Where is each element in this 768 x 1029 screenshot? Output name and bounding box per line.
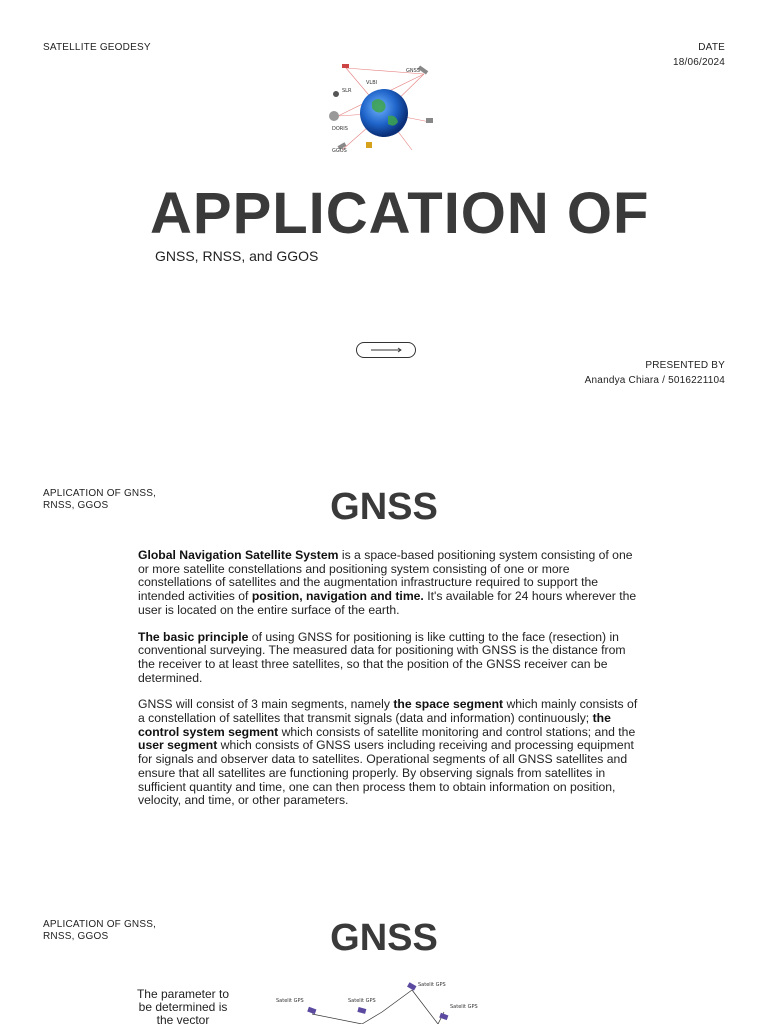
date-block [673, 40, 725, 70]
presenter-name: Anandya Chiara / 5016221104 [584, 375, 725, 386]
arrow-right-icon [357, 343, 415, 357]
emphasis-text: the space segment [393, 697, 504, 712]
presentation-subtitle: GNSS, RNSS, and GGOS [155, 248, 319, 264]
next-arrow-button[interactable] [356, 342, 416, 358]
emphasis-text: Global Navigation Satellite System [138, 548, 339, 562]
presentation-title: APPLICATION OF [150, 181, 650, 246]
body-text: which consists of satellite monitoring and control stations; and the [278, 724, 636, 739]
gnss-description [138, 549, 644, 821]
sat-label: Satelit GPS [276, 998, 304, 1004]
emphasis-text: user segment [138, 738, 218, 753]
body-text: GNSS will consist of 3 main segments, namely [138, 697, 394, 712]
gps-satellite-diagram [262, 978, 532, 1024]
hero-label: SLR [342, 88, 352, 94]
sat-label: Satelit GPS [348, 998, 376, 1004]
presenter-block [585, 358, 725, 388]
paragraph-segments [138, 698, 644, 808]
paragraph-principle [138, 631, 644, 686]
body-text: which consists of GNSS users including receiving and processing equipment for signals and observer data to satellites. Operational segments of all GNSS satellites and ensure that all satellites are functioning properly. By observing signals from satellites in sufficient quantity and time, one can then process them to obtain information on position, velocity, and time, or other parameters. [138, 738, 634, 808]
paragraph-definition [138, 549, 644, 618]
hero-label: GNSS [406, 68, 420, 74]
section-title: GNSS [330, 486, 438, 528]
section-title: GNSS [330, 917, 438, 959]
section-tag-line: RNSS, GGOS [43, 500, 109, 511]
body-text: is a space-based positioning system consisting of one or more satellite constellations and positioning system consisting of one or more constellations of satellites and the augmentation infrastructure required to support the intended activities of [138, 548, 633, 604]
section-tag-line: APLICATION OF GNSS, [43, 488, 157, 499]
satellite-geodesy-illustration [326, 58, 442, 158]
body-text: which mainly consists of a constellation of satellites that transmit signals (data and information) continuously; [138, 697, 638, 726]
section-tag-line: RNSS, GGOS [43, 931, 109, 942]
body-text: of using GNSS for positioning is like cutting to the face (resection) in conventional surveying. The measured data for positioning with GNSS is the distance from the receiver to at least three satellites, so that the position of the GNSS receiver can be determined. [138, 629, 626, 685]
date-label: DATE [698, 42, 725, 53]
topic-label: SATELLITE GEODESY [43, 42, 151, 53]
emphasis-text: the control system segment [138, 711, 611, 739]
diagram-caption: The parameter to be determined is the vector [136, 987, 230, 1027]
emphasis-text: position, navigation and time. [251, 589, 424, 604]
hero-label: GGOS [332, 148, 347, 154]
body-text: It's available for 24 hours wherever the user is located on the entire surface of the earth. [138, 589, 637, 617]
sat-label: Satelit GPS [418, 982, 446, 988]
section-tag-line: APLICATION OF GNSS, [43, 919, 157, 930]
presented-by-label: PRESENTED BY [645, 360, 725, 371]
emphasis-text: The basic principle [138, 629, 249, 644]
hero-label: DORIS [332, 126, 348, 132]
date-value: 18/06/2024 [672, 57, 725, 68]
sat-label: Satelit GPS [450, 1004, 478, 1010]
hero-label: VLBI [366, 80, 378, 86]
